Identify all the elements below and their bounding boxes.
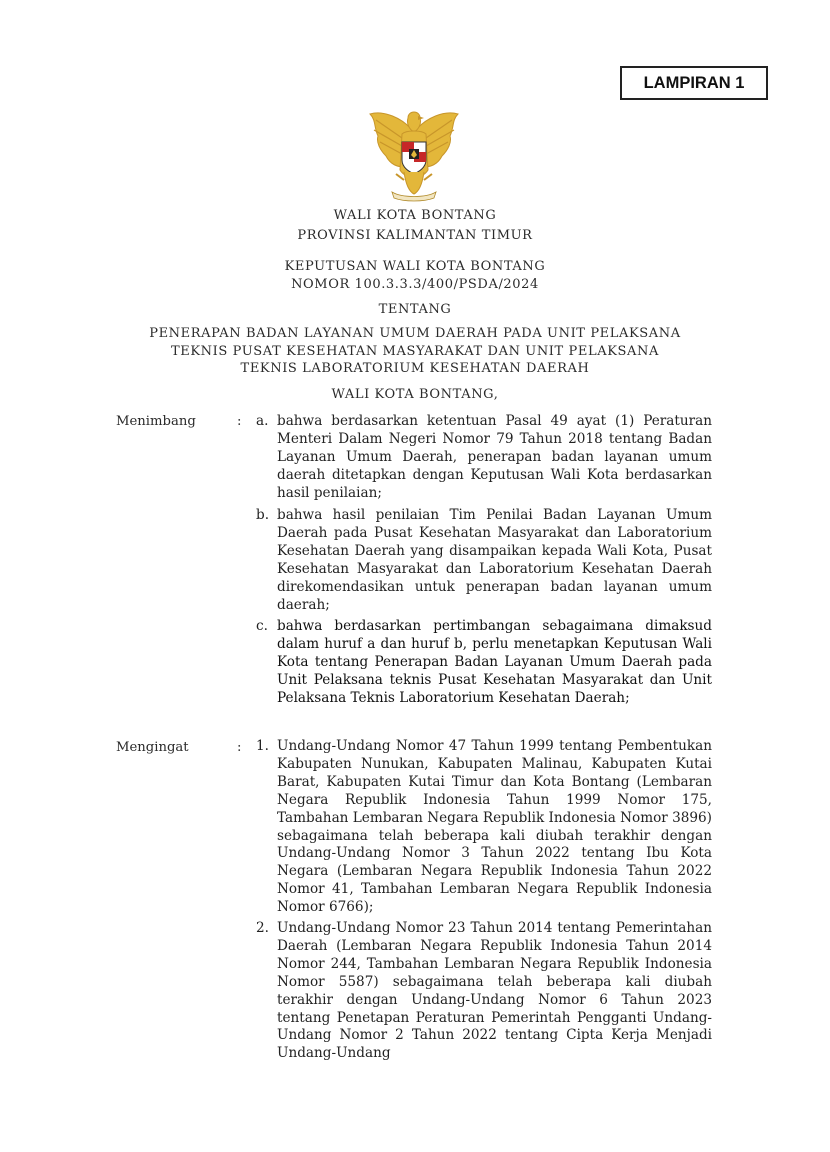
subject-line-3: TEKNIS LABORATORIUM KESEHATAN DAERAH [240,361,590,376]
mengingat-item-2: Undang-Undang Nomor 23 Tahun 2014 tentang Pemerintahan Daerah (Lembaran Negara Republik Indonesia Tahun 2014 Nomor 244, Tambahan Lembaran Negara Republik Indonesia Nomor 5587) sebagaimana telah beberapa kali diubah terakhir dengan Undang-Undang Nomor 6 Tahun 2023 tentang Penetapan Peraturan Pemerintah Pengganti Undang-Undang Nomor 2 Tahun 2022 tentang Cipta Kerja Menjadi Undang-Undang [277,920,712,1062]
decree-number: NOMOR 100.3.3.3/400/PSDA/2024 [291,277,539,292]
subject-line-2: TEKNIS PUSAT KESEHATAN MASYARAKAT DAN UNIT PELAKSANA [171,344,659,359]
header-line-2: PROVINSI KALIMANTAN TIMUR [297,228,533,243]
header-line-1: WALI KOTA BONTANG [333,208,497,223]
lampiran-label: LAMPIRAN 1 [620,66,768,100]
menimbang-marker-a: a. [256,413,269,429]
mengingat-marker-2: 2. [256,920,269,936]
menimbang-colon: : [237,414,242,429]
menimbang-item-c: bahwa berdasarkan pertimbangan sebagaimana dimaksud dalam huruf a dan huruf b, perlu menetapkan Keputusan Wali Kota tentang Penerapan Badan Layanan Umum Daerah pada Unit Pelaksana teknis Pusat Kesehatan Masyarakat dan Unit Pelaksana Teknis Laboratorium Kesehatan Daerah; [277,618,712,706]
tentang-heading: TENTANG [378,302,452,317]
decree-title: KEPUTUSAN WALI KOTA BONTANG [284,259,546,274]
menimbang-item-b: bahwa hasil penilaian Tim Penilai Badan Layanan Umum Daerah pada Pusat Kesehatan Masyarakat dan Laboratorium Kesehatan Daerah yang disampaikan kepada Wali Kota, Pusat Kesehatan Masyarakat dan Laboratorium Kesehatan Daerah direkomendasikan untuk penerapan badan layanan umum daerah; [277,507,712,613]
mengingat-label: Mengingat [116,740,189,755]
menimbang-marker-b: b. [256,507,270,523]
mengingat-marker-1: 1. [256,738,269,754]
garuda-emblem-icon [362,108,466,204]
issuer-line: WALI KOTA BONTANG, [331,387,499,402]
menimbang-marker-c: c. [256,618,268,634]
mengingat-item-1: Undang-Undang Nomor 47 Tahun 1999 tentang Pembentukan Kabupaten Nunukan, Kabupaten Malinau, Kabupaten Kutai Barat, Kabupaten Kutai Timur dan Kota Bontang (Lembaran Negara Republik Indonesia Tahun 1999 Nomor 175, Tambahan Lembaran Negara Republik Indonesia Nomor 3896) sebagaimana telah beberapa kali diubah terakhir dengan Undang-Undang Nomor 3 Tahun 2022 tentang Ibu Kota Negara (Lembaran Negara Republik Indonesia Tahun 2022 Nomor 41, Tambahan Lembaran Negara Republik Indonesia Nomor 6766); [277,738,712,916]
menimbang-label: Menimbang [116,414,196,429]
subject-line-1: PENERAPAN BADAN LAYANAN UMUM DAERAH PADA UNIT PELAKSANA [149,326,681,341]
mengingat-colon: : [237,740,242,755]
menimbang-item-a: bahwa berdasarkan ketentuan Pasal 49 ayat (1) Peraturan Menteri Dalam Negeri Nomor 79 Tahun 2018 tentang Badan Layanan Umum Daerah, penerapan badan layanan umum daerah ditetapkan dengan Keputusan Wali Kota berdasarkan hasil penilaian; [277,413,712,501]
